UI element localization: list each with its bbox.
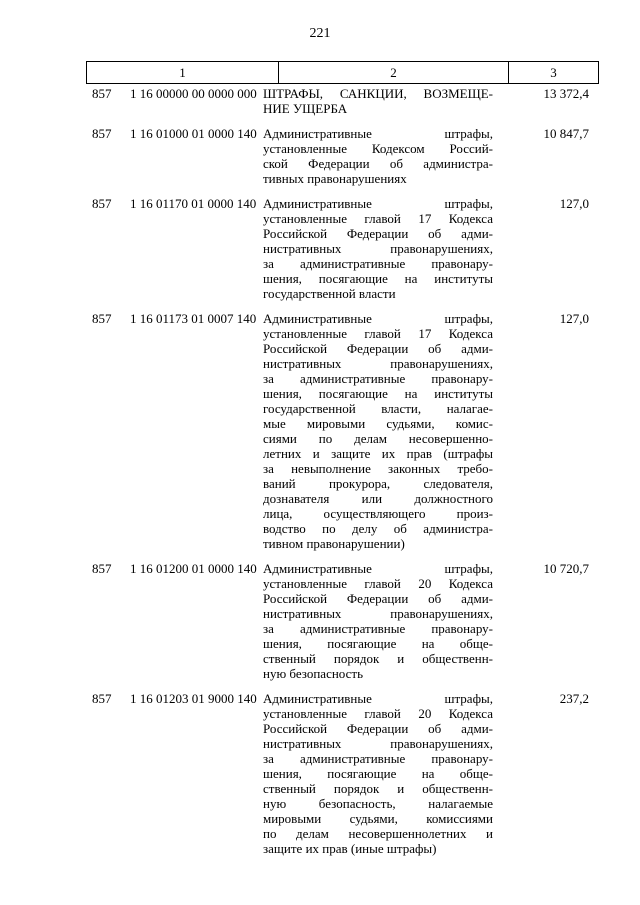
revenue-name-line: по делам несовершеннолетних и <box>263 826 493 841</box>
table-row <box>0 691 640 856</box>
column-header-3: 3 <box>550 64 557 80</box>
revenue-name-line: шения, посягающие на институты <box>263 271 493 286</box>
revenue-name-line: летних и защите их прав (штрафы <box>263 446 493 461</box>
column-header-1: 1 <box>87 62 279 83</box>
revenue-name <box>260 196 493 301</box>
revenue-name-line: водство по делу об администра- <box>263 521 493 536</box>
revenue-name-line: за административные правонару- <box>263 751 493 766</box>
revenue-name <box>260 691 493 856</box>
revenue-name <box>260 86 493 116</box>
admin-code: 857 <box>92 311 112 326</box>
page-number: 221 <box>309 26 331 41</box>
revenue-name-line: ную безопасность <box>263 666 364 681</box>
revenue-name <box>260 126 493 186</box>
table-row <box>0 311 640 551</box>
revenue-name-line: шения, посягающие на обще- <box>263 766 493 781</box>
revenue-name-line: Административные штрафы, <box>263 311 493 326</box>
revenue-name-line: мировыми судьями, комиссиями <box>263 811 493 826</box>
revenue-name-line: шения, посягающие на институты <box>263 386 493 401</box>
budget-classification-code: 1 16 01203 01 9000 140 <box>130 691 257 706</box>
revenue-name-line: установленные главой 20 Кодекса <box>263 576 493 591</box>
amount-value: 10 720,7 <box>543 561 589 576</box>
revenue-name-line: установленные Кодексом Россий- <box>263 141 493 156</box>
revenue-name-line: государственной власти <box>263 286 396 301</box>
budget-classification-code: 1 16 01200 01 0000 140 <box>130 561 257 576</box>
revenue-name-line: Российской Федерации об адми- <box>263 591 493 606</box>
budget-classification-code: 1 16 01170 01 0000 140 <box>130 196 257 211</box>
revenue-name-line: Административные штрафы, <box>263 126 493 141</box>
table-header <box>86 61 599 84</box>
revenue-name-line: Административные штрафы, <box>263 561 493 576</box>
column-header-2: 2 <box>279 62 509 83</box>
revenue-name-line: за административные правонару- <box>263 256 493 271</box>
revenue-name-line: за невыполнение законных требо- <box>263 461 493 476</box>
revenue-name-line: Российской Федерации об адми- <box>263 721 493 736</box>
revenue-name-line: нистративных правонарушениях, <box>263 736 493 751</box>
admin-code: 857 <box>92 126 112 141</box>
table-body <box>0 86 640 866</box>
revenue-name-line: сиями по делам несовершенно- <box>263 431 493 446</box>
revenue-name-line: Российской Федерации об адми- <box>263 226 493 241</box>
table-row <box>0 196 640 301</box>
revenue-name-line: ской Федерации об администра- <box>263 156 493 171</box>
revenue-name-line: ственный порядок и общественн- <box>263 781 493 796</box>
table-row <box>0 126 640 186</box>
revenue-name-line: государственной власти, налагае- <box>263 401 493 416</box>
revenue-name-line: ШТРАФЫ, САНКЦИИ, ВОЗМЕЩЕ- <box>263 86 493 101</box>
revenue-name <box>260 561 493 681</box>
revenue-name-line: ную безопасность, налагаемые <box>263 796 493 811</box>
revenue-name-line: Административные штрафы, <box>263 691 493 706</box>
revenue-name-line: мые мировыми судьями, комис- <box>263 416 493 431</box>
revenue-name-line: установленные главой 17 Кодекса <box>263 211 493 226</box>
admin-code: 857 <box>92 561 112 576</box>
revenue-name-line: шения, посягающие на обще- <box>263 636 493 651</box>
admin-code: 857 <box>92 691 112 706</box>
revenue-name-line: НИЕ УЩЕРБА <box>263 101 348 116</box>
table-row <box>0 86 640 116</box>
revenue-name-line: Российской Федерации об адми- <box>263 341 493 356</box>
amount-value: 127,0 <box>559 196 589 211</box>
budget-classification-code: 1 16 01173 01 0007 140 <box>130 311 257 326</box>
amount-value: 127,0 <box>559 311 589 326</box>
admin-code: 857 <box>92 196 112 211</box>
revenue-name <box>260 311 493 551</box>
revenue-name-line: защите их прав (иные штрафы) <box>263 841 437 856</box>
amount-value: 237,2 <box>559 691 589 706</box>
revenue-name-line: за административные правонару- <box>263 371 493 386</box>
revenue-name-line: ственный порядок и общественн- <box>263 651 493 666</box>
revenue-name-line: лица, осуществляющего произ- <box>263 506 493 521</box>
revenue-name-line: тивных правонарушениях <box>263 171 407 186</box>
revenue-name-line: Административные штрафы, <box>263 196 493 211</box>
revenue-name-line: за административные правонару- <box>263 621 493 636</box>
budget-classification-code: 1 16 01000 01 0000 140 <box>130 126 257 141</box>
budget-classification-code: 1 16 00000 00 0000 000 <box>130 86 257 101</box>
revenue-name-line: нистративных правонарушениях, <box>263 356 493 371</box>
revenue-name-line: ваний прокурора, следователя, <box>263 476 493 491</box>
amount-value: 13 372,4 <box>543 86 589 101</box>
table-row <box>0 561 640 681</box>
revenue-name-line: установленные главой 20 Кодекса <box>263 706 493 721</box>
revenue-name-line: тивном правонарушении) <box>263 536 405 551</box>
amount-value: 10 847,7 <box>543 126 589 141</box>
revenue-name-line: нистративных правонарушениях, <box>263 606 493 621</box>
revenue-name-line: дознавателя или должностного <box>263 491 493 506</box>
revenue-name-line: установленные главой 17 Кодекса <box>263 326 493 341</box>
revenue-name-line: нистративных правонарушениях, <box>263 241 493 256</box>
admin-code: 857 <box>92 86 112 101</box>
